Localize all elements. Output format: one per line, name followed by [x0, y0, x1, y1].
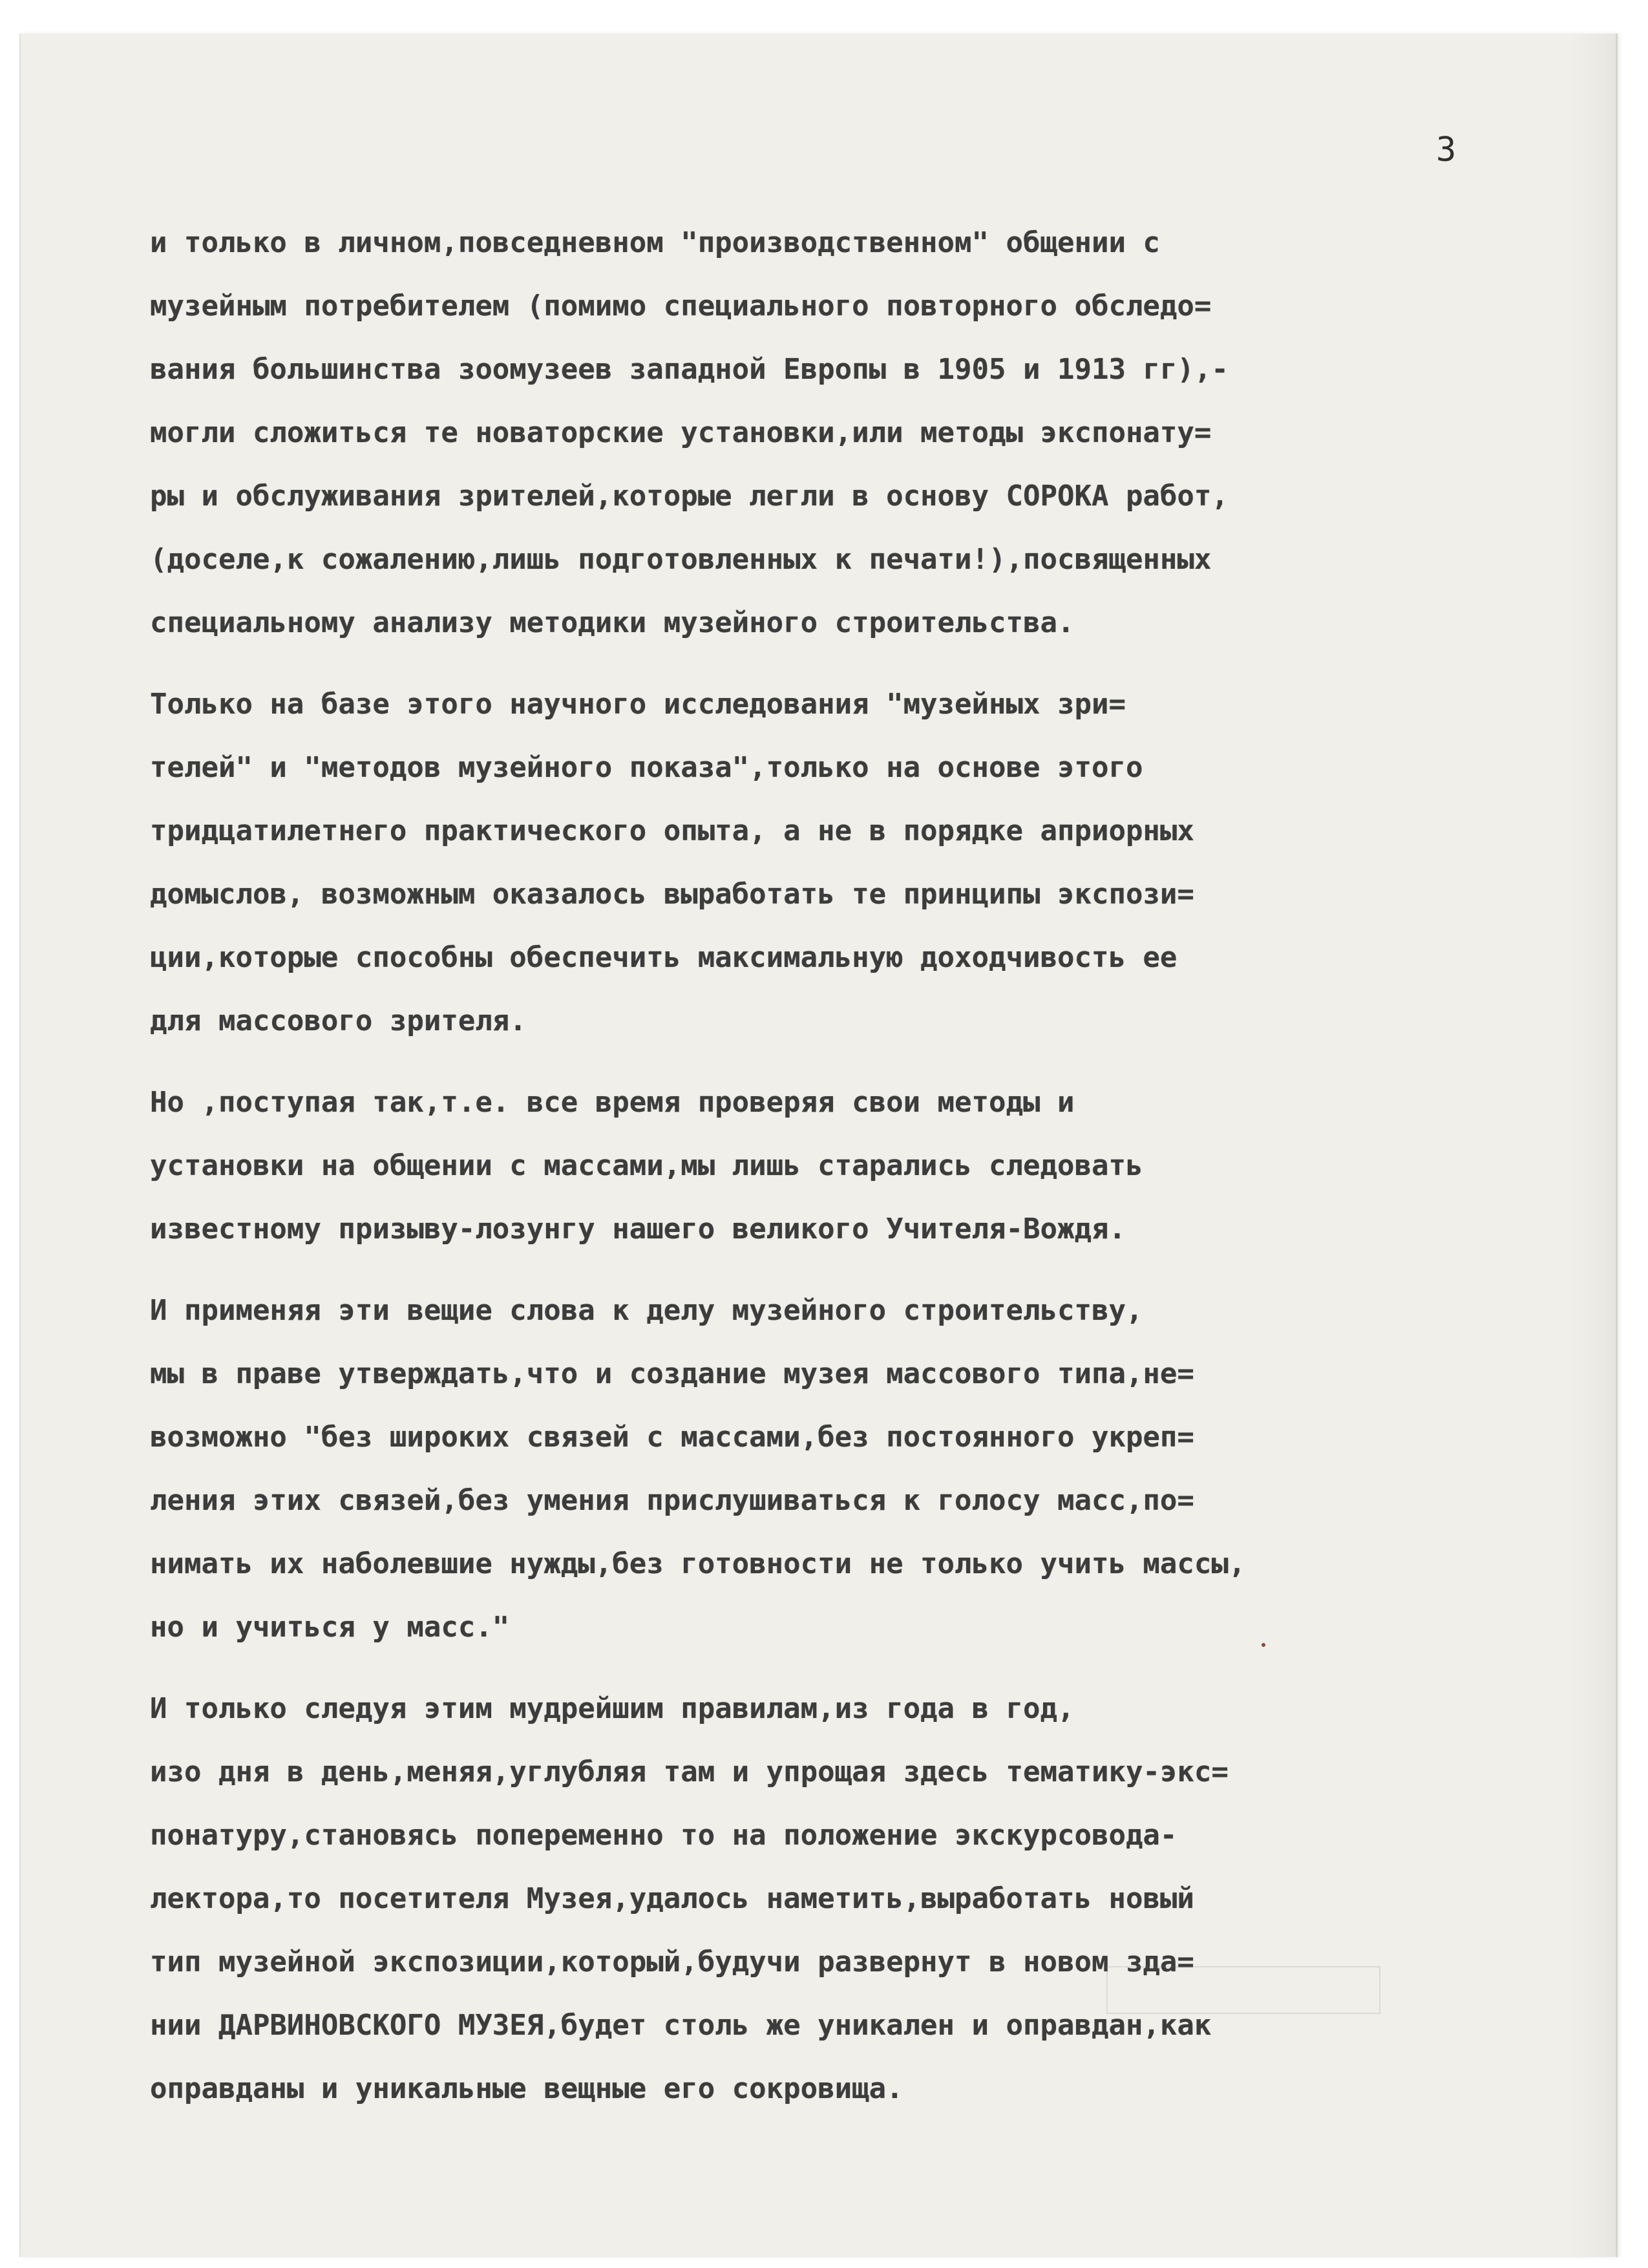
text-line: нии ДАРВИНОВСКОГО МУЗЕЯ,будет столь же уникален и оправдан,как — [150, 2009, 1212, 2042]
text-line: вания большинства зоомузеев западной Европы в 1905 и 1913 гг),- — [150, 353, 1229, 386]
text-line: (доселе,к сожалению,лишь подготовленных к печати!),посвященных — [150, 543, 1212, 576]
text-line: и только в личном,повседневном "производственном" общении с — [150, 226, 1160, 259]
text-line: тип музейной экспозиции,который,будучи развернут в новом зда= — [150, 1945, 1194, 1978]
text-line: музейным потребителем (помимо специального повторного обследо= — [150, 290, 1212, 323]
text-line: но и учиться у масс." — [150, 1611, 510, 1644]
paragraph-3 — [150, 1071, 1527, 1261]
text-line: телей" и "методов музейного показа",только на основе этого — [150, 751, 1143, 784]
text-line: ции,которые способны обеспечить максимальную доходчивость ее — [150, 941, 1178, 974]
faint-stamp-mark — [1106, 1966, 1380, 2014]
page-number: 3 — [1436, 131, 1457, 169]
document-page — [19, 34, 1618, 2257]
text-line: Только на базе этого научного исследования "музейных зри= — [150, 688, 1126, 721]
text-line: для массового зрителя. — [150, 1004, 527, 1037]
text-line: возможно "без широких связей с массами,без постоянного укреп= — [150, 1421, 1194, 1454]
paragraph-1 — [150, 211, 1527, 655]
text-line: понатуру,становясь попеременно то на положение экскурсовода- — [150, 1819, 1178, 1852]
text-line: нимать их наболевшие нужды,без готовности не только учить массы, — [150, 1547, 1246, 1580]
paper-speck — [1262, 1643, 1265, 1647]
paragraph-2 — [150, 673, 1527, 1053]
text-line: могли сложиться те новаторские установки,или методы экспонату= — [150, 416, 1212, 449]
page-fold-shadow — [1570, 34, 1616, 2257]
text-line: установки на общении с массами,мы лишь старались следовать — [150, 1149, 1143, 1182]
text-line: домыслов, возможным оказалось выработать те принципы экспози= — [150, 878, 1194, 911]
text-line: И только следуя этим мудрейшим правилам,из года в год, — [150, 1692, 1075, 1725]
paragraph-4 — [150, 1279, 1527, 1659]
text-line: специальному анализу методики музейного строительства. — [150, 606, 1075, 639]
paragraph-5 — [150, 1677, 1527, 2121]
text-line: ления этих связей,без умения прислушиваться к голосу масс,по= — [150, 1484, 1194, 1517]
text-line: лектора,то посетителя Музея,удалось наметить,выработать новый — [150, 1882, 1194, 1915]
text-line: тридцатилетнего практического опыта, а не в порядке априорных — [150, 814, 1194, 847]
typed-text-body — [150, 211, 1527, 2139]
text-line: И применяя эти вещие слова к делу музейного строительству, — [150, 1294, 1143, 1327]
text-line: изо дня в день,меняя,углубляя там и упрощая здесь тематику-экс= — [150, 1755, 1229, 1788]
text-line: Но ,поступая так,т.е. все время проверяя свои методы и — [150, 1086, 1075, 1119]
text-line: оправданы и уникальные вещные его сокровища. — [150, 2072, 903, 2105]
text-line: известному призыву-лозунгу нашего великого Учителя-Вождя. — [150, 1213, 1126, 1245]
text-line: ры и обслуживания зрителей,которые легли в основу СОРОКА работ, — [150, 480, 1229, 513]
text-line: мы в праве утверждать,что и создание музея массового типа,не= — [150, 1357, 1194, 1390]
